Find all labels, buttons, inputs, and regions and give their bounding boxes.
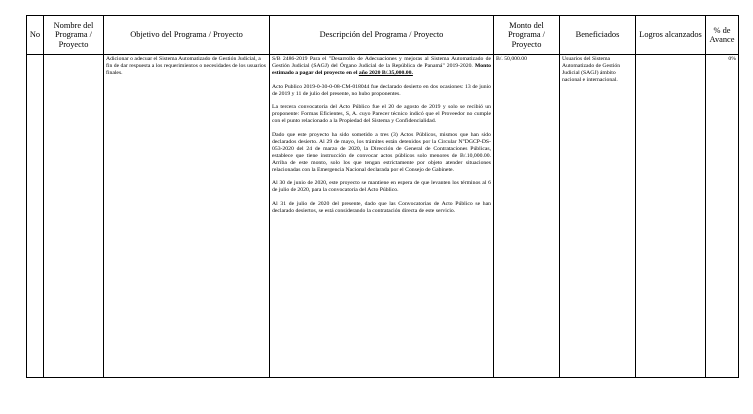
cell-objetivo (104, 55, 270, 378)
header-row (27, 16, 739, 55)
cell-monto (494, 55, 560, 378)
cell-beneficiados (560, 55, 636, 378)
header-descripcion: Descripción del Programa / Proyecto (270, 16, 494, 55)
beneficiados-text: Usuarios del Sistema Automatizado de Gestión Judicial (SAGJ) ámbito nacional e internacional. (562, 56, 621, 83)
cell-avance (706, 55, 739, 378)
descripcion-paragraph-6: Al 31 de julio de 2020 del presente, dado que las Convocatorias de Acto Público se han declarado desiertos, se está considerando la contratación directa de este servicio. (272, 200, 491, 214)
header-beneficiados: Beneficiados (560, 16, 636, 55)
table-row (27, 55, 739, 378)
header-objetivo: Objetivo del Programa / Proyecto (104, 16, 270, 55)
avance-value: 0% (728, 56, 736, 62)
cell-no (27, 55, 44, 378)
header-no: No (27, 16, 44, 55)
cell-descripcion (270, 55, 494, 378)
monto-value: B/. 50,000.00 (496, 56, 527, 62)
descripcion-paragraph-5: Al 30 de junio de 2020, este proyecto se mantiene en espera de que levanten los términos al 6 de julio de 2020, para la convocatoria del Acto Público. (272, 180, 491, 194)
descripcion-paragraph-1: S/B 2486-2019 Para el "Desarrollo de Adecuaciones y mejoras al Sistema Automatizado de Gestión Judicial (SAGJ) del Órgano Judicial de la República de Panamá" 2019-2020. Monto estimado a pagar del proyecto en el año 2020 B/.35,000.00. (272, 56, 492, 76)
projects-table (26, 15, 739, 378)
header-logros: Logros alcanzados (636, 16, 706, 55)
objetivo-text: Adicionar o adecuar el Sistema Automatizado de Gestión Judicial, a fin de dar respuesta a los requerimientos o necesidades de los usuarios finales. (106, 56, 266, 76)
descripcion-paragraph-4: Dado que este proyecto ha sido sometido a tres (3) Actos Públicos, mismos que han sido declarados desierto. Al 29 de mayo, los trámites están detenidos por la Circular N°DGCP-DS-053-2020 del 24 de marzo de 2020, la Dirección de General de Contrataciones Públicas, establece que tiene instrucción de convocar actos públicos solo menores de B/.10,000.00. Arriba de este monto, solo los que tengan estrictamente por objeto atender situaciones relacionadas con la Emergencia Nacional declarada por el Consejo de Gabinete. (272, 131, 491, 173)
descripcion-paragraph-2: Acto Publico 2019-0-30-0-08-CM-018044 fue declarado desierto en dos ocasiones: 13 de junio de 2019 y 11 de julio del presente, no hubo proponentes. (272, 83, 491, 97)
cell-logros (636, 55, 706, 378)
header-nombre: Nombre del Programa / Proyecto (44, 16, 104, 55)
descripcion-text (270, 55, 493, 216)
cell-nombre (44, 55, 104, 378)
header-avance: % de Avance (706, 16, 739, 55)
table-bottom-border (26, 377, 738, 378)
descripcion-paragraph-3: La tercera convocatoria del Acto Público fue el 20 de agosto de 2019 y solo se recibió un proponente: Formas Eficientes, S, A. cuyo Parecer técnico indicó que el Proveedor no cumple con el punto relacionado a la Propiedad del Sistema y Confidencialidad. (272, 104, 491, 125)
header-monto: Monto del Programa / Proyecto (494, 16, 560, 55)
